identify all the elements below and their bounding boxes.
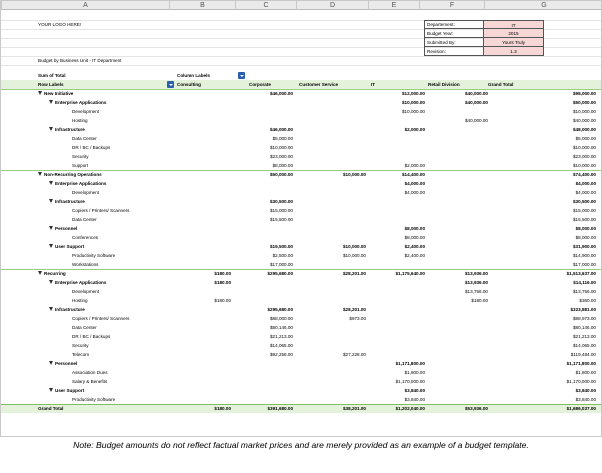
- value-consulting: $180.00: [214, 298, 231, 303]
- value-corporate: $21,213.00: [270, 334, 293, 339]
- value-retail-division: $40,000.00: [465, 100, 488, 105]
- row-label-text: Copiers / Printers/ Scanners: [72, 208, 130, 213]
- collapse-toggle-icon[interactable]: [49, 307, 53, 311]
- value-customer-service: $973.00: [349, 316, 366, 321]
- value-it: $3,840.00: [404, 397, 425, 402]
- value-retail-division: $180.00: [471, 298, 488, 303]
- value-grand-total: $3,840.00: [575, 397, 596, 402]
- value-corporate: $17,000.00: [270, 262, 293, 267]
- value-customer-service: $10,000.00: [343, 172, 366, 177]
- value-grand-total: $1,170,000.00: [566, 379, 596, 384]
- value-it: $3,840.00: [404, 388, 425, 393]
- value-grand-total: $5,000.00: [575, 136, 596, 141]
- row-label-text: Hosting: [72, 298, 88, 303]
- revision-label: Revision:: [427, 49, 446, 54]
- row-label-text: Grand Total: [38, 406, 64, 411]
- value-corporate: $14,065.00: [270, 343, 293, 348]
- value-grand-total: $30,500.00: [573, 199, 596, 204]
- pivot-row-label[interactable]: [49, 386, 84, 395]
- value-grand-total: $1,171,800.00: [566, 361, 596, 366]
- submitted-by-label: Submitted By:: [427, 40, 456, 45]
- header-grand-total: Grand Total: [488, 82, 514, 87]
- value-corporate: $10,000.00: [270, 145, 293, 150]
- value-corporate: $92,256.00: [270, 352, 293, 357]
- pivot-row-label[interactable]: [38, 89, 73, 98]
- value-retail-division: $13,756.00: [465, 289, 488, 294]
- value-it: $1,175,640.00: [395, 271, 425, 276]
- value-corporate: $15,500.00: [270, 217, 293, 222]
- value-customer-service: $28,201.00: [343, 307, 366, 312]
- pivot-row-label: [72, 323, 97, 332]
- value-customer-service: $28,201.00: [343, 271, 366, 276]
- column-header-bar: [1, 1, 601, 10]
- value-it: $8,000.00: [404, 235, 425, 240]
- column-header-c[interactable]: C: [235, 1, 296, 10]
- collapse-toggle-icon[interactable]: [38, 271, 42, 275]
- value-corporate: $295,680.00: [267, 307, 293, 312]
- value-consulting: $180.00: [214, 406, 231, 411]
- pivot-row-label: [72, 368, 108, 377]
- value-grand-total: $10,000.00: [573, 109, 596, 114]
- row-label-text: Personnel: [55, 361, 78, 366]
- value-corporate: $295,680.00: [267, 271, 293, 276]
- value-customer-service: $27,228.00: [343, 352, 366, 357]
- value-it: $10,000.00: [402, 100, 425, 105]
- header-customer-service: Customer Service: [299, 82, 339, 87]
- pivot-row-label: [72, 287, 99, 296]
- row-label-text: Hosting: [72, 118, 88, 123]
- value-grand-total: $80,146.00: [573, 325, 596, 330]
- pivot-row-label[interactable]: [49, 179, 106, 188]
- value-corporate: $391,680.00: [267, 406, 293, 411]
- header-retail-division: Retail Division: [428, 82, 460, 87]
- pivot-row-label: [72, 134, 97, 143]
- row-label-text: Development: [72, 190, 100, 195]
- row-label-text: Security: [72, 343, 89, 348]
- value-grand-total: $40,000.00: [573, 118, 596, 123]
- value-grand-total: $360.00: [579, 298, 596, 303]
- value-grand-total: $14,116.00: [573, 280, 596, 285]
- pivot-row-label: [72, 233, 98, 242]
- collapse-toggle-icon[interactable]: [49, 244, 53, 248]
- row-label-text: Support: [72, 163, 89, 168]
- row-label-text: Copiers / Printers/ Scanners: [72, 316, 130, 321]
- row-label-text: Recurring: [44, 271, 66, 276]
- value-grand-total: $50,000.00: [573, 100, 596, 105]
- row-label-text: Workstations: [72, 262, 99, 267]
- row-label-text: Data Center: [72, 217, 97, 222]
- department-value[interactable]: IT: [484, 20, 544, 29]
- row-label-text: Infrastructure: [55, 199, 85, 204]
- row-label-text: Enterprise Applications: [55, 181, 107, 186]
- value-corporate: $46,000.00: [270, 91, 293, 96]
- pivot-row-label: [72, 206, 129, 215]
- value-corporate: $88,000.00: [270, 316, 293, 321]
- header-consulting: Consulting: [177, 82, 201, 87]
- row-filter-dropdown-icon[interactable]: [167, 81, 174, 88]
- value-retail-division: $40,000.00: [465, 118, 488, 123]
- value-grand-total: $1,686,037.00: [566, 406, 596, 411]
- sum-of-total-label: Sum of Total: [38, 73, 66, 78]
- value-consulting: $180.00: [214, 280, 231, 285]
- value-grand-total: $1,800.00: [575, 370, 596, 375]
- value-corporate: $80,146.00: [270, 325, 293, 330]
- column-header-d[interactable]: D: [296, 1, 368, 10]
- row-label-text: Association Dues: [72, 370, 108, 375]
- value-it: $1,170,000.00: [395, 379, 425, 384]
- pivot-row-label: [72, 341, 89, 350]
- value-grand-total: $48,000.00: [573, 127, 596, 132]
- pivot-row-label: [72, 314, 129, 323]
- pivot-row-label: [38, 404, 63, 413]
- column-header-b[interactable]: B: [169, 1, 235, 10]
- value-corporate: $8,000.00: [272, 163, 293, 168]
- value-it: $2,000.00: [404, 127, 425, 132]
- value-it: $2,400.00: [404, 244, 425, 249]
- row-labels-header: Row Labels: [38, 82, 64, 87]
- value-corporate: $50,000.00: [270, 172, 293, 177]
- collapse-toggle-icon[interactable]: [49, 226, 53, 230]
- pivot-row-label[interactable]: [49, 242, 84, 251]
- pivot-row-label: [72, 377, 107, 386]
- value-corporate: $30,500.00: [270, 199, 293, 204]
- row-label-text: Development: [72, 289, 100, 294]
- collapse-toggle-icon[interactable]: [38, 91, 42, 95]
- value-grand-total: $4,000.00: [575, 190, 596, 195]
- value-grand-total: $74,400.00: [573, 172, 596, 177]
- department-label: Departement:: [427, 22, 455, 27]
- value-grand-total: $15,000.00: [573, 208, 596, 213]
- value-grand-total: $31,900.00: [573, 244, 596, 249]
- value-consulting: $180.00: [214, 271, 231, 276]
- pivot-row-label[interactable]: [38, 170, 102, 179]
- pivot-row-label: [72, 188, 99, 197]
- value-corporate: $15,000.00: [270, 208, 293, 213]
- value-grand-total: $119,484.00: [570, 352, 596, 357]
- value-it: $1,202,040.00: [395, 406, 425, 411]
- value-it: $2,400.00: [404, 253, 425, 258]
- column-header-f[interactable]: F: [419, 1, 484, 10]
- value-retail-division: $13,936.00: [465, 271, 488, 276]
- value-grand-total: $323,881.00: [570, 307, 596, 312]
- value-customer-service: $10,000.00: [343, 253, 366, 258]
- pivot-row-label: [72, 350, 89, 359]
- pivot-row-label: [72, 116, 88, 125]
- value-retail-division: $13,936.00: [465, 280, 488, 285]
- value-customer-service: $10,000.00: [343, 244, 366, 249]
- value-it: $14,400.00: [402, 172, 425, 177]
- row-label-text: Security: [72, 154, 89, 159]
- row-label-text: DR / BC / Backups: [72, 334, 111, 339]
- value-grand-total: $17,000.00: [573, 262, 596, 267]
- row-label-text: Telecom: [72, 352, 90, 357]
- value-it: $2,000.00: [404, 163, 425, 168]
- value-corporate: $5,000.00: [272, 136, 293, 141]
- submitted-by-value[interactable]: Yours Truly: [484, 38, 544, 47]
- value-grand-total: $14,065.00: [573, 343, 596, 348]
- pivot-row-label[interactable]: [49, 224, 77, 233]
- value-grand-total: $21,213.00: [573, 334, 596, 339]
- column-header-g[interactable]: G: [484, 1, 602, 10]
- row-label-text: Infrastructure: [55, 307, 85, 312]
- pivot-row-label: [72, 296, 88, 305]
- row-label-text: User Support: [55, 388, 85, 393]
- collapse-toggle-icon[interactable]: [49, 181, 53, 185]
- row-label-text: New Initiative: [44, 91, 74, 96]
- value-grand-total: $8,000.00: [575, 235, 596, 240]
- row-label-text: Conferences: [72, 235, 99, 240]
- value-grand-total: $98,000.00: [573, 91, 596, 96]
- value-grand-total: $3,840.00: [575, 388, 596, 393]
- row-label-text: Productivity Software: [72, 397, 116, 402]
- value-grand-total: $14,900.00: [573, 253, 596, 258]
- pivot-row-label: [72, 152, 89, 161]
- pivot-row-label: [72, 143, 110, 152]
- revision-value[interactable]: 1.3: [484, 47, 544, 56]
- value-retail-division: $40,000.00: [465, 91, 488, 96]
- value-grand-total: $1,513,637.00: [566, 271, 596, 276]
- pivot-row-label: [72, 260, 98, 269]
- value-grand-total: $13,756.00: [573, 289, 596, 294]
- value-corporate: $23,000.00: [270, 154, 293, 159]
- value-grand-total: $10,000.00: [573, 163, 596, 168]
- value-corporate: $2,500.00: [272, 253, 293, 258]
- collapse-toggle-icon[interactable]: [49, 388, 53, 392]
- header-it: IT: [371, 82, 376, 87]
- grand-total-row: [1, 404, 602, 413]
- pivot-row-label[interactable]: [49, 125, 85, 134]
- value-grand-total: $23,000.00: [573, 154, 596, 159]
- value-corporate: $19,500.00: [270, 244, 293, 249]
- row-label-text: User Support: [55, 244, 85, 249]
- pivot-row-label: [72, 251, 115, 260]
- value-it: $1,171,800.00: [395, 361, 425, 366]
- header-corporate: Corporate: [249, 82, 271, 87]
- row-label-text: Salary & Benefits: [72, 379, 108, 384]
- value-grand-total: $15,500.00: [573, 217, 596, 222]
- value-grand-total: $8,000.00: [575, 226, 596, 231]
- budget-year-value[interactable]: 2015: [484, 29, 544, 38]
- collapse-toggle-icon[interactable]: [49, 280, 53, 284]
- budget-title: Budget by Business Unit - IT Department: [38, 58, 122, 63]
- budget-year-label: Budget Year:: [427, 31, 454, 36]
- value-it: $10,000.00: [402, 109, 425, 114]
- footnote: Note: Budget amounts do not reflect factual market prices and are merely provided as an example of a budget template.: [73, 440, 529, 450]
- pivot-row-label[interactable]: [49, 305, 85, 314]
- pivot-row-label: [72, 215, 97, 224]
- collapse-toggle-icon[interactable]: [49, 199, 53, 203]
- collapse-toggle-icon[interactable]: [38, 172, 42, 176]
- pivot-row-label[interactable]: [49, 98, 106, 107]
- row-label-text: Data Center: [72, 325, 97, 330]
- pivot-row-label[interactable]: [49, 197, 85, 206]
- pivot-row-label: [72, 395, 115, 404]
- column-labels-header: Column Labels: [177, 73, 210, 78]
- row-label-text: Productivity Software: [72, 253, 116, 258]
- value-it: $8,000.00: [404, 226, 425, 231]
- row-label-text: Infrastructure: [55, 127, 85, 132]
- value-customer-service: $38,201.00: [343, 406, 366, 411]
- collapse-toggle-icon[interactable]: [49, 100, 53, 104]
- collapse-toggle-icon[interactable]: [49, 127, 53, 131]
- pivot-row-label: [72, 107, 99, 116]
- column-filter-dropdown-icon[interactable]: [238, 72, 245, 79]
- pivot-row-label: [72, 332, 110, 341]
- collapse-toggle-icon[interactable]: [49, 361, 53, 365]
- pivot-row-label[interactable]: [49, 359, 77, 368]
- row-label-text: Enterprise Applications: [55, 100, 107, 105]
- pivot-row-label: [72, 161, 88, 170]
- value-it: $1,800.00: [404, 370, 425, 375]
- value-grand-total: $88,973.00: [573, 316, 596, 321]
- column-header-e[interactable]: E: [368, 1, 419, 10]
- value-it: $4,000.00: [404, 181, 425, 186]
- row-label-text: DR / BC / Backups: [72, 145, 111, 150]
- value-grand-total: $10,000.00: [573, 145, 596, 150]
- column-header-a[interactable]: A: [1, 1, 169, 10]
- value-retail-division: $53,936.00: [465, 406, 488, 411]
- pivot-row-label[interactable]: [38, 269, 66, 278]
- row-label-text: Personnel: [55, 226, 78, 231]
- row-label-text: Data Center: [72, 136, 97, 141]
- value-grand-total: $4,000.00: [575, 181, 596, 186]
- value-it: $12,000.00: [402, 91, 425, 96]
- row-label-text: Development: [72, 109, 100, 114]
- row-label-text: Enterprise Applications: [55, 280, 107, 285]
- row-label-text: Non-Recurring Operations: [44, 172, 102, 177]
- logo-placeholder: YOUR LOGO HERE!: [38, 22, 82, 27]
- pivot-row-label[interactable]: [49, 278, 106, 287]
- value-it: $4,000.00: [404, 190, 425, 195]
- value-corporate: $46,000.00: [270, 127, 293, 132]
